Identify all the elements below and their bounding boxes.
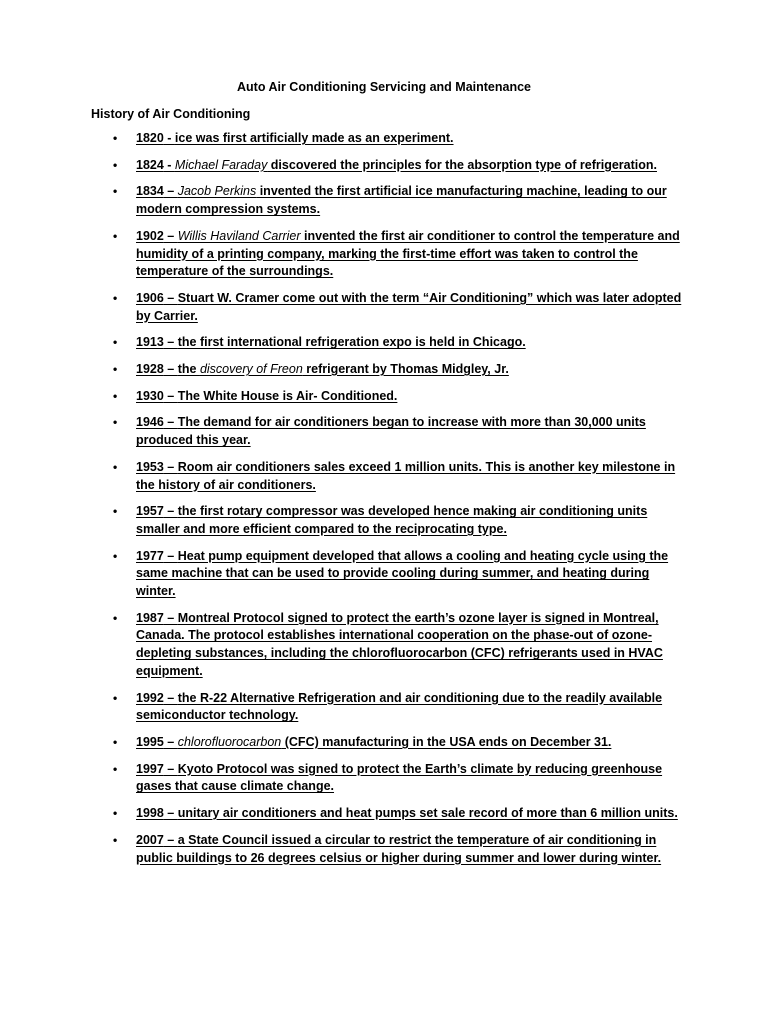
timeline-text-emphasis: Willis Haviland Carrier — [177, 228, 301, 243]
timeline-text-pre: the first international refrigeration expo is held in Chicago. — [177, 335, 526, 350]
timeline-text-post: (CFC) manufacturing in the USA ends on December 31. — [281, 734, 612, 749]
timeline-year: 1824 — [136, 157, 164, 172]
timeline-year: 1997 — [136, 761, 164, 776]
history-timeline-list — [0, 130, 768, 876]
timeline-separator: - — [163, 157, 175, 172]
timeline-item-1997 — [0, 761, 768, 796]
timeline-item-text — [136, 362, 509, 376]
timeline-text-pre: Montreal Protocol signed to protect the earth’s ozone layer is signed in Montreal, Canada. The protocol establishes international cooperation on the phase-out of ozone-depleting substances, including the chlorofluorocarbon (CFC) refrigerants used in HVAC equipment. — [136, 610, 663, 678]
timeline-separator: – — [163, 806, 178, 821]
timeline-separator: – — [163, 832, 178, 847]
timeline-year: 1928 — [136, 362, 164, 377]
timeline-item-1992 — [0, 690, 768, 725]
timeline-item-text — [136, 549, 668, 598]
bullet-icon: • — [113, 610, 118, 625]
bullet-icon: • — [113, 761, 118, 776]
timeline-year: 1906 — [136, 290, 164, 305]
timeline-item-text — [136, 460, 675, 492]
timeline-text-post: discovered the principles for the absorption type of refrigeration. — [267, 157, 657, 172]
timeline-year: 1987 — [136, 610, 164, 625]
timeline-separator: – — [163, 504, 178, 519]
timeline-year: 1998 — [136, 806, 164, 821]
timeline-separator: – — [163, 335, 178, 350]
timeline-item-1998 — [0, 805, 768, 823]
timeline-item-text — [136, 291, 681, 323]
timeline-year: 1930 — [136, 388, 164, 403]
timeline-text-pre: The White House is Air- Conditioned. — [177, 388, 398, 403]
timeline-item-1834 — [0, 183, 768, 218]
timeline-item-text — [136, 335, 526, 349]
timeline-year: 1995 — [136, 734, 164, 749]
bullet-icon: • — [113, 504, 118, 519]
timeline-item-2007 — [0, 832, 768, 867]
timeline-item-1906 — [0, 290, 768, 325]
timeline-separator: – — [163, 610, 178, 625]
timeline-item-1957 — [0, 503, 768, 538]
timeline-separator: – — [163, 388, 178, 403]
timeline-item-1953 — [0, 459, 768, 494]
bullet-icon: • — [113, 131, 118, 145]
timeline-item-1928 — [0, 361, 768, 379]
timeline-separator: – — [163, 734, 178, 749]
timeline-separator: – — [163, 362, 178, 377]
timeline-item-text — [136, 229, 680, 278]
timeline-text-post: invented the first artificial ice manufacturing machine, leading to our modern compression systems. — [136, 184, 667, 217]
timeline-separator: – — [163, 290, 178, 305]
timeline-item-1902 — [0, 228, 768, 281]
timeline-year: 1913 — [136, 335, 164, 350]
timeline-item-text — [136, 415, 646, 447]
timeline-item-text — [136, 504, 647, 536]
timeline-text-pre: Stuart W. Cramer come out with the term “Air Conditioning” which was later adopted by Carrier. — [136, 290, 682, 323]
timeline-item-text — [136, 611, 663, 678]
bullet-icon: • — [113, 690, 118, 705]
bullet-icon: • — [113, 388, 118, 403]
timeline-year: 1977 — [136, 548, 164, 563]
timeline-year: 1953 — [136, 459, 164, 474]
bullet-icon: • — [113, 335, 118, 350]
timeline-item-text — [136, 184, 667, 216]
timeline-separator: – — [163, 690, 178, 705]
timeline-item-1820 — [0, 130, 768, 148]
timeline-text-post: invented the first air conditioner to control the temperature and humidity of a printing company, marking the first-time effort was taken to control the temperature of the surroundings. — [136, 228, 680, 279]
timeline-item-1987 — [0, 610, 768, 681]
timeline-text-emphasis: Jacob Perkins — [177, 184, 257, 199]
timeline-text-pre: Kyoto Protocol was signed to protect the Earth’s climate by reducing greenhouse gases that cause climate change. — [136, 761, 663, 794]
timeline-text-pre: Heat pump equipment developed that allows a cooling and heating cycle using the same machine that can be used to provide cooling during summer, and heating during winter. — [136, 548, 669, 599]
bullet-icon: • — [113, 832, 118, 847]
bullet-icon: • — [113, 362, 118, 377]
timeline-year: 1946 — [136, 415, 164, 430]
timeline-item-text — [136, 691, 662, 723]
timeline-text-post: ice was first artificially made as an experiment. — [174, 131, 454, 145]
timeline-text-pre: unitary air conditioners and heat pumps set sale record of more than 6 million units. — [177, 806, 678, 821]
timeline-separator: – — [163, 184, 178, 199]
timeline-item-text — [136, 762, 662, 794]
bullet-icon: • — [113, 734, 118, 749]
timeline-item-1995 — [0, 734, 768, 752]
bullet-icon: • — [113, 459, 118, 474]
timeline-text-emphasis: Michael Faraday — [174, 157, 268, 172]
timeline-year: 1902 — [136, 228, 164, 243]
timeline-item-text — [136, 735, 611, 749]
timeline-item-1977 — [0, 548, 768, 601]
bullet-icon: • — [113, 548, 118, 563]
bullet-icon: • — [113, 806, 118, 821]
bullet-icon: • — [113, 184, 118, 199]
timeline-separator: – — [163, 228, 178, 243]
timeline-separator: – — [163, 761, 178, 776]
timeline-text-pre: the — [177, 362, 200, 377]
bullet-icon: • — [113, 290, 118, 305]
timeline-item-text — [136, 833, 661, 865]
timeline-separator: – — [163, 459, 178, 474]
timeline-item-text — [136, 806, 678, 820]
timeline-item-1946 — [0, 414, 768, 449]
timeline-year: 1957 — [136, 504, 164, 519]
timeline-item-1913 — [0, 334, 768, 352]
timeline-text-pre: the R-22 Alternative Refrigeration and air conditioning due to the readily available semiconductor technology. — [136, 690, 663, 723]
timeline-item-text — [136, 389, 397, 403]
timeline-text-emphasis: discovery of Freon — [199, 362, 303, 377]
bullet-icon: • — [113, 157, 118, 172]
timeline-year: 1992 — [136, 690, 164, 705]
timeline-separator: - — [163, 131, 175, 145]
bullet-icon: • — [113, 228, 118, 243]
timeline-text-pre: The demand for air conditioners began to increase with more than 30,000 units produced this year. — [136, 415, 646, 448]
timeline-item-1824 — [0, 157, 768, 175]
timeline-text-post: refrigerant by Thomas Midgley, Jr. — [302, 362, 509, 377]
timeline-separator: – — [163, 415, 178, 430]
timeline-item-text — [136, 131, 454, 145]
bullet-icon: • — [113, 415, 118, 430]
timeline-text-pre: Room air conditioners sales exceed 1 million units. This is another key milestone in the history of air conditioners. — [136, 459, 676, 492]
timeline-text-emphasis: chlorofluorocarbon — [177, 734, 282, 749]
timeline-separator: – — [163, 548, 178, 563]
document-title: Auto Air Conditioning Servicing and Maintenance — [237, 80, 531, 94]
timeline-text-pre: the first rotary compressor was developed hence making air conditioning units smaller and more efficient compared to the reciprocating type. — [136, 504, 648, 536]
timeline-item-1930 — [0, 388, 768, 406]
section-heading: History of Air Conditioning — [91, 107, 251, 121]
timeline-year: 1820 — [136, 131, 164, 145]
timeline-year: 2007 — [136, 832, 164, 847]
timeline-year: 1834 — [136, 184, 164, 199]
timeline-text-pre: a State Council issued a circular to restrict the temperature of air conditioning in public buildings to 26 degrees celsius or higher during summer and lower during winter. — [136, 832, 662, 865]
timeline-item-text — [136, 158, 657, 172]
